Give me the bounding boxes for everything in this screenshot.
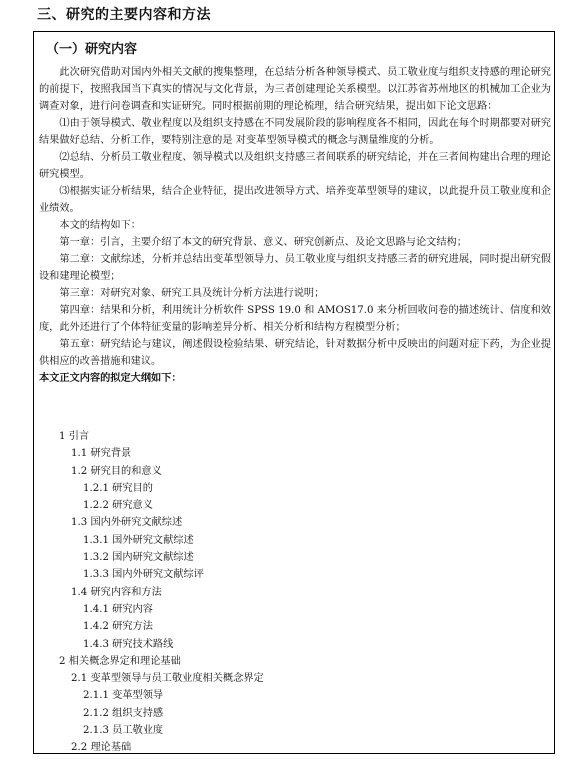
outline-item: 2.2 理论基础 (71, 742, 132, 754)
thinking-item-1: ⑴由于领导模式、敬业程度以及组织支持感在不同发展阶段的影响程度各不相同，因此在每个时期都要对研究结果做好总结、分析工作，要特别注意的是 对变革型领导模式的概念与测量维度的分析。 (39, 118, 551, 146)
subsection-title: （一）研究内容 (46, 42, 138, 57)
content-box (33, 31, 555, 754)
outline-item: 1 引言 (59, 431, 90, 442)
outline-item: 1.4.3 研究技术路线 (83, 638, 174, 650)
outline-item: 1.3.3 国内外研究文献综评 (83, 569, 204, 581)
outline-list (34, 428, 546, 754)
chapter-2-summary: 第二章：文献综述，分析并总结出变革型领导力、员工敬业度与组织支持感三者的研究进展，同时提出研究假设和建理论模型； (39, 254, 551, 282)
outline-item: 1.3 国内外研究文献综述 (71, 517, 183, 529)
section-title: 三、研究的主要内容和方法 (37, 7, 211, 23)
chapter-4-summary: 第四章：结果和分析，利用统计分析软件 SPSS 19.0 和 AMOS17.0 来分析回收问卷的描述统计、信度和效度，此外还进行了个体特征变量的影响差异分析、相关分析和结构方程模型分析； (39, 305, 551, 333)
outline-item: 1.1 研究背景 (71, 448, 132, 460)
structure-intro: 本文的结构如下： (59, 220, 141, 231)
chapter-5-summary: 第五章：研究结论与建议，阐述假设检验结果、研究结论，针对数据分析中反映出的问题对症下药，为企业提供相应的改善措施和建议。 (39, 339, 551, 367)
outline-item: 1.4.1 研究内容 (83, 603, 153, 615)
thinking-item-3: ⑶根据实证分析结果，结合企业特征，提出改进领导方式、培养变革型领导的建议，以此提升员工敬业度和企业绩效。 (39, 186, 551, 214)
outline-item: 2.1.3 员工敬业度 (83, 725, 164, 737)
outline-item: 1.3.2 国内研究文献综述 (83, 552, 194, 564)
outline-item: 2.1 变革型领导与员工敬业度相关概念界定 (71, 673, 264, 685)
outline-item: 2 相关概念界定和理论基础 (59, 655, 181, 667)
outline-item: 1.4 研究内容和方法 (71, 586, 162, 598)
outline-item: 1.2.1 研究目的 (83, 482, 153, 494)
body-text (39, 64, 551, 387)
intro-paragraph: 此次研究借助对国内外相关文献的搜集整理，在总结分析各种领导模式、员工敬业度与组织支持感的理论研究的前提下，按照我国当下真实的情况与文化背景，为三者创建理论关系模型。以江苏省苏州地区的机械加工企业为调查对象，进行问卷调查和实证研究。同时根据前期的理论梳理，结合研究结果，提出如下论文思路： (39, 67, 551, 112)
outline-item: 1.3.1 国外研究文献综述 (83, 534, 194, 546)
outline-item: 2.1.2 组织支持感 (83, 707, 164, 719)
chapter-3-summary: 第三章：对研究对象、研究工具及统计分析方法进行说明； (59, 288, 325, 299)
outline-item: 1.2 研究目的和意义 (71, 465, 162, 477)
outline-item: 1.2.2 研究意义 (83, 500, 153, 512)
thinking-item-2: ⑵总结、分析员工敬业程度、领导模式以及组织支持感三者间联系的研究结论，并在三者间构建出合理的理论研究模型。 (39, 152, 551, 180)
chapter-1-summary: 第一章：引言，主要介绍了本文的研究背景、意义、研究创新点、及论文思路与论文结构； (59, 237, 467, 248)
outline-item: 2.1.1 变革型领导 (83, 690, 164, 702)
outline-heading: 本文正文内容的拟定大纲如下： (39, 372, 182, 384)
outline-item: 1.4.2 研究方法 (83, 621, 153, 633)
